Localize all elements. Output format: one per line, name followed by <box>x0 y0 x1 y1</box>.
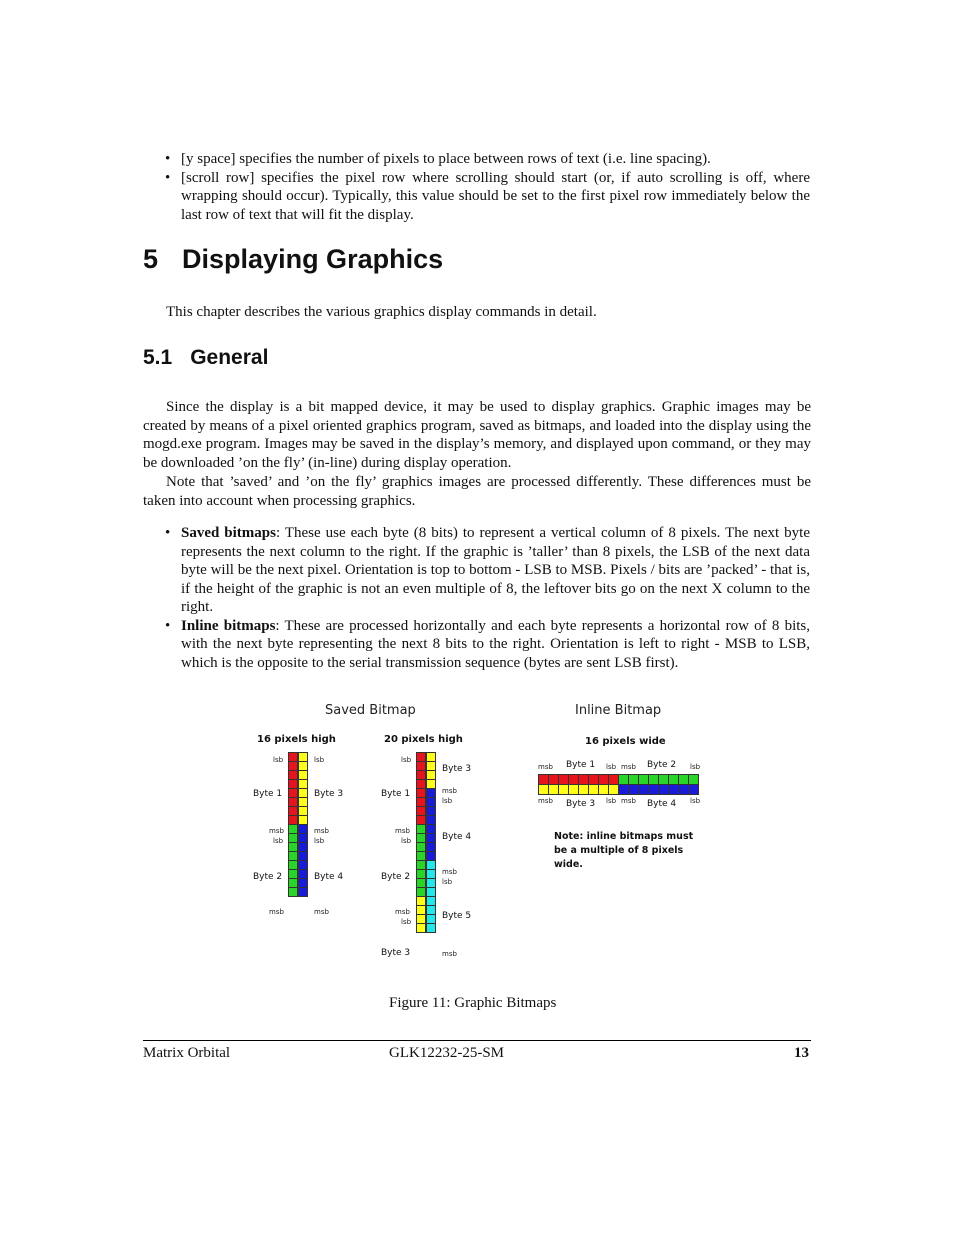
paragraph-text: Since the display is a bit mapped device, it may be used to display graphics. Graphic images may be created by means of a pixel oriented graphics program, saved as bitmaps, and loaded into the display using the mogd.exe program. Images may be saved in the display’s memory, and displayed upon command, or they may be downloaded ’on the fly’ (in-line) during display operation. <box>143 399 811 471</box>
paragraph-1 <box>143 398 811 472</box>
footer-center: GLK12232-25-SM <box>389 1045 504 1061</box>
pixel-cell <box>426 923 436 933</box>
msb-label: msb <box>621 797 636 805</box>
lsb-label: lsb <box>442 797 453 805</box>
subsection-heading <box>143 346 268 370</box>
byte-label: Byte 1 <box>566 760 596 770</box>
pixel-cell <box>416 923 426 933</box>
footer-rule <box>143 1040 811 1041</box>
top-bullet-list <box>165 150 810 224</box>
saved-bitmap-title: Saved Bitmap <box>325 703 416 718</box>
byte-label: Byte 2 <box>647 760 677 770</box>
list-item: • [scroll row] specifies the pixel row where scrolling should start (or, if auto scrolling is off, where wrapping should occur). Typically, this value should be set to the first pixel row immediately below the last row of text that will fit the display. <box>165 169 810 223</box>
term: Saved bitmaps <box>181 525 276 541</box>
msb-label: msb <box>269 827 284 835</box>
msb-label: msb <box>442 868 457 876</box>
inline-note-line: wide. <box>554 859 583 870</box>
paragraph-text: Note that ’saved’ and ’on the fly’ graphics images are processed differently. These differences must be taken into account when processing graphics. <box>143 474 811 509</box>
msb-label: msb <box>538 797 553 805</box>
lsb-label: lsb <box>314 837 325 845</box>
definition: : These are processed horizontally and each byte represents a horizontal row of 8 bits, with the next byte representing the next 8 bits to the right. Orientation is left to right - MSB to LSB, which is the opposite to the serial transmission sequence (bytes are sent LSB first). <box>181 617 810 671</box>
msb-label: msb <box>314 908 329 916</box>
msb-label: msb <box>538 763 553 771</box>
lsb-label: lsb <box>401 918 412 926</box>
list-item: • [y space] specifies the number of pixels to place between rows of text (i.e. line spacing). <box>165 151 711 167</box>
bitmap-bullet-list <box>165 524 810 672</box>
height-20-label: 20 pixels high <box>384 734 463 745</box>
section-intro: This chapter describes the various graphics display commands in detail. <box>166 304 597 320</box>
subsection-title: General <box>190 346 269 369</box>
lsb-label: lsb <box>690 763 701 771</box>
msb-label: msb <box>314 827 329 835</box>
msb-label: msb <box>269 908 284 916</box>
term: Inline bitmaps <box>181 617 276 634</box>
pixel-cell <box>298 887 308 897</box>
subsection-number: 5.1 <box>143 346 173 369</box>
byte-label: Byte 1 <box>253 789 283 799</box>
lsb-label: lsb <box>606 763 617 771</box>
lsb-label: lsb <box>690 797 701 805</box>
lsb-label: lsb <box>606 797 617 805</box>
lsb-label: lsb <box>401 837 412 845</box>
msb-label: msb <box>621 763 636 771</box>
list-item: • Inline bitmaps: These are processed horizontally and each byte represents a horizontal row of 8 bits, with the next byte representing the next 8 bits to the right. Orientation is left to right - MSB to LSB, which is the opposite to the serial transmission sequence (bytes are sent LSB first). <box>165 617 810 671</box>
byte-label: Byte 3 <box>381 948 411 958</box>
col-16-left <box>288 753 298 897</box>
height-16-label: 16 pixels high <box>257 734 336 745</box>
byte-label: Byte 4 <box>442 832 472 842</box>
inline-bitmap-title: Inline Bitmap <box>575 703 662 718</box>
inline-row-1 <box>539 774 699 784</box>
byte-label: Byte 5 <box>442 911 472 921</box>
bullet-text: [scroll row] specifies the pixel row where scrolling should start (or, if auto scrolling is off, where wrapping should occur). Typically, this value should be set to the first pixel row immediately below the last row of text that will fit the display. <box>181 169 810 223</box>
msb-label: msb <box>395 908 410 916</box>
lsb-label: lsb <box>314 756 325 764</box>
page-number: 13 <box>794 1045 809 1061</box>
lsb-label: lsb <box>273 837 284 845</box>
byte-label: Byte 3 <box>314 789 344 799</box>
paragraph-2 <box>143 473 811 510</box>
width-16-label: 16 pixels wide <box>585 736 666 747</box>
msb-label: msb <box>395 827 410 835</box>
byte-label: Byte 3 <box>566 799 596 809</box>
section-title: Displaying Graphics <box>182 244 444 274</box>
definition: : These use each byte (8 bits) to represent a vertical column of 8 pixels. The next byte represents the next column to the right. If the graphic is ’taller’ than 8 pixels, the LSB of the next data byte will be the next pixel. Orientation is top to bottom - LSB to MSB. Pixels / bits are ’packed’ - that is, if the height of the graphic is not an even multiple of 8, the leftover bits go on the next X column to the right. <box>181 525 810 615</box>
pixel-cell <box>688 784 699 795</box>
bullet-text: [y space] specifies the number of pixels to place between rows of text (i.e. line spacing). <box>181 151 711 167</box>
lsb-label: lsb <box>442 878 453 886</box>
lsb-label: lsb <box>401 756 412 764</box>
byte-label: Byte 2 <box>381 872 411 882</box>
byte-label: Byte 3 <box>442 764 472 774</box>
byte-label: Byte 4 <box>647 799 677 809</box>
byte-label: Byte 4 <box>314 872 344 882</box>
list-item: • Saved bitmaps: These use each byte (8 bits) to represent a vertical column of 8 pixels. The next byte represents the next column to the right. If the graphic is ’taller’ than 8 pixels, the LSB of the next data byte will be the next pixel. Orientation is top to bottom - LSB to MSB. Pixels / bits are ’packed’ - that is, if the height of the graphic is not an even multiple of 8, the leftover bits go on the next X column to the right. <box>165 525 810 615</box>
footer-left: Matrix Orbital <box>143 1045 231 1061</box>
lsb-label: lsb <box>273 756 284 764</box>
col-20-left <box>416 753 426 933</box>
col-16-right <box>298 753 308 897</box>
inline-row-2 <box>539 784 699 794</box>
section-heading <box>143 244 443 275</box>
byte-label: Byte 2 <box>253 872 283 882</box>
pixel-cell <box>288 887 298 897</box>
col-20-right <box>426 753 436 933</box>
inline-note-line: be a multiple of 8 pixels <box>554 845 684 856</box>
byte-label: Byte 1 <box>381 789 411 799</box>
msb-label: msb <box>442 787 457 795</box>
msb-label: msb <box>442 950 457 958</box>
section-number: 5 <box>143 244 159 274</box>
inline-note-line: Note: inline bitmaps must <box>554 831 694 842</box>
figure-caption: Figure 11: Graphic Bitmaps <box>389 995 557 1011</box>
